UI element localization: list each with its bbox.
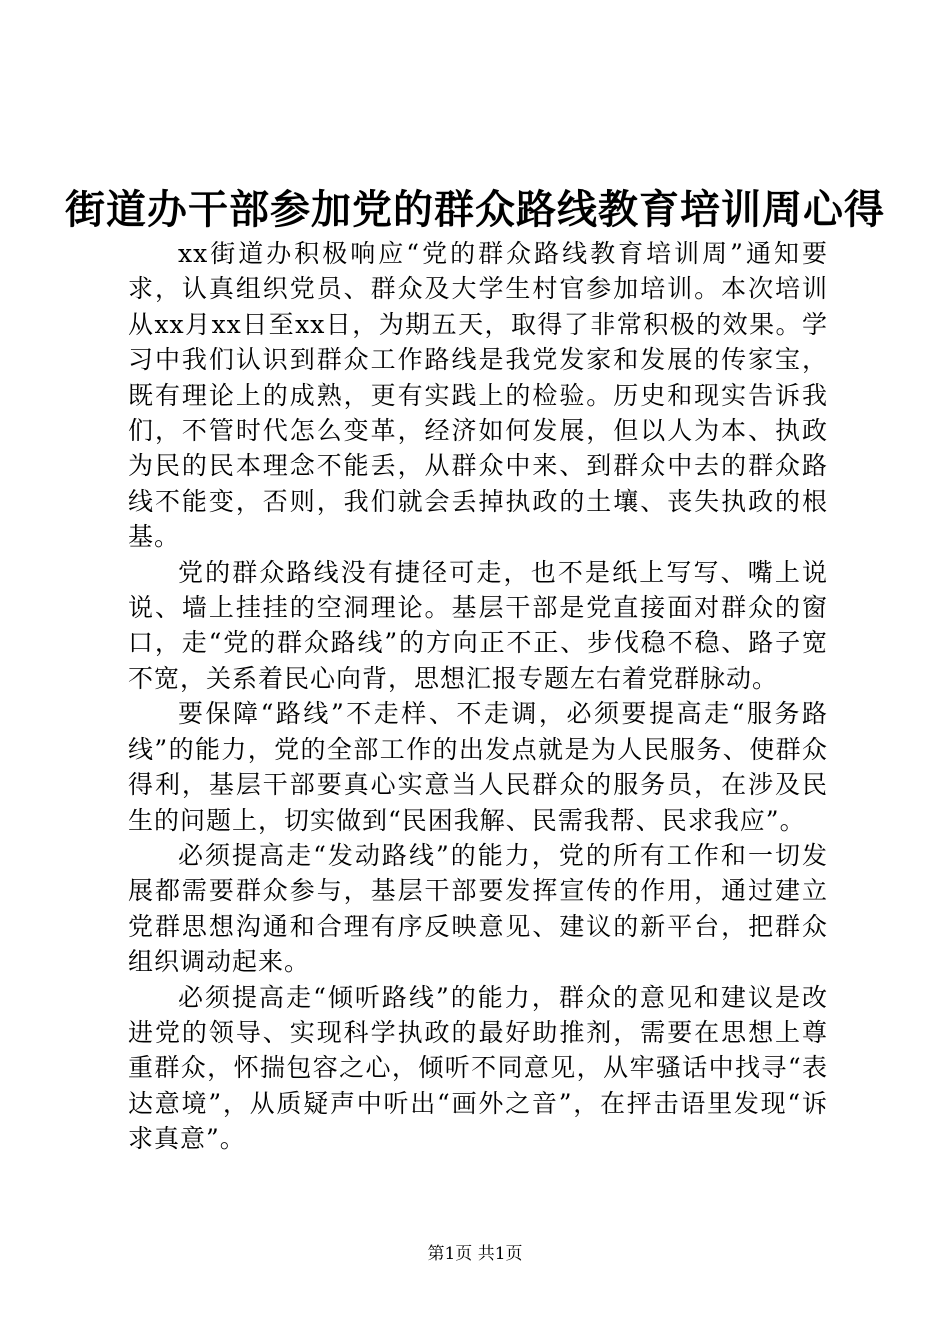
paragraph-1: xx街道办积极响应“党的群众路线教育培训周”通知要求，认真组织党员、群众及大学生村官参加培训。本次培训从xx月xx日至xx日，为期五天，取得了非常积极的效果。学习中我们认识到群众工作路线是我党发家和发展的传家宝，既有理论上的成熟，更有实践上的检验。历史和现实告诉我们，不管时代怎么变革，经济如何发展，但以人为本、执政为民的民本理念不能丢，从群众中来、到群众中去的群众路线不能变，否则，我们就会丢掉执政的土壤、丧失执政的根基。 (128, 239, 828, 552)
paragraph-5: 必须提高走“倾听路线”的能力，群众的意见和建议是改进党的领导、实现科学执政的最好助推剂，需要在思想上尊重群众，怀揣包容之心，倾听不同意见，从牢骚话中找寻“表达意境”，从质疑声中听出“画外之音”，在抨击语里发现“诉求真意”。 (128, 982, 828, 1154)
document-body (128, 236, 828, 1157)
page-number-footer: 第1页 共1页 (427, 1244, 523, 1264)
paragraph-3: 要保障“路线”不走样、不走调，必须要提高走“服务路线”的能力，党的全部工作的出发点就是为人民服务、使群众得利，基层干部要真心实意当人民群众的服务员，在涉及民生的问题上，切实做到“民困我解、民需我帮、民求我应”。 (128, 699, 828, 835)
paragraph-4: 必须提高走“发动路线”的能力，党的所有工作和一切发展都需要群众参与，基层干部要发挥宣传的作用，通过建立党群思想沟通和合理有序反映意见、建议的新平台，把群众组织调动起来。 (128, 840, 828, 977)
paragraph-2: 党的群众路线没有捷径可走，也不是纸上写写、嘴上说说、墙上挂挂的空洞理论。基层干部是党直接面对群众的窗口，走“党的群众路线”的方向正不正、步伐稳不稳、路子宽不宽，关系着民心向背，思想汇报专题左右着党群脉动。 (128, 557, 828, 693)
document-title: 街道办干部参加党的群众路线教育培训周心得 (65, 186, 885, 233)
